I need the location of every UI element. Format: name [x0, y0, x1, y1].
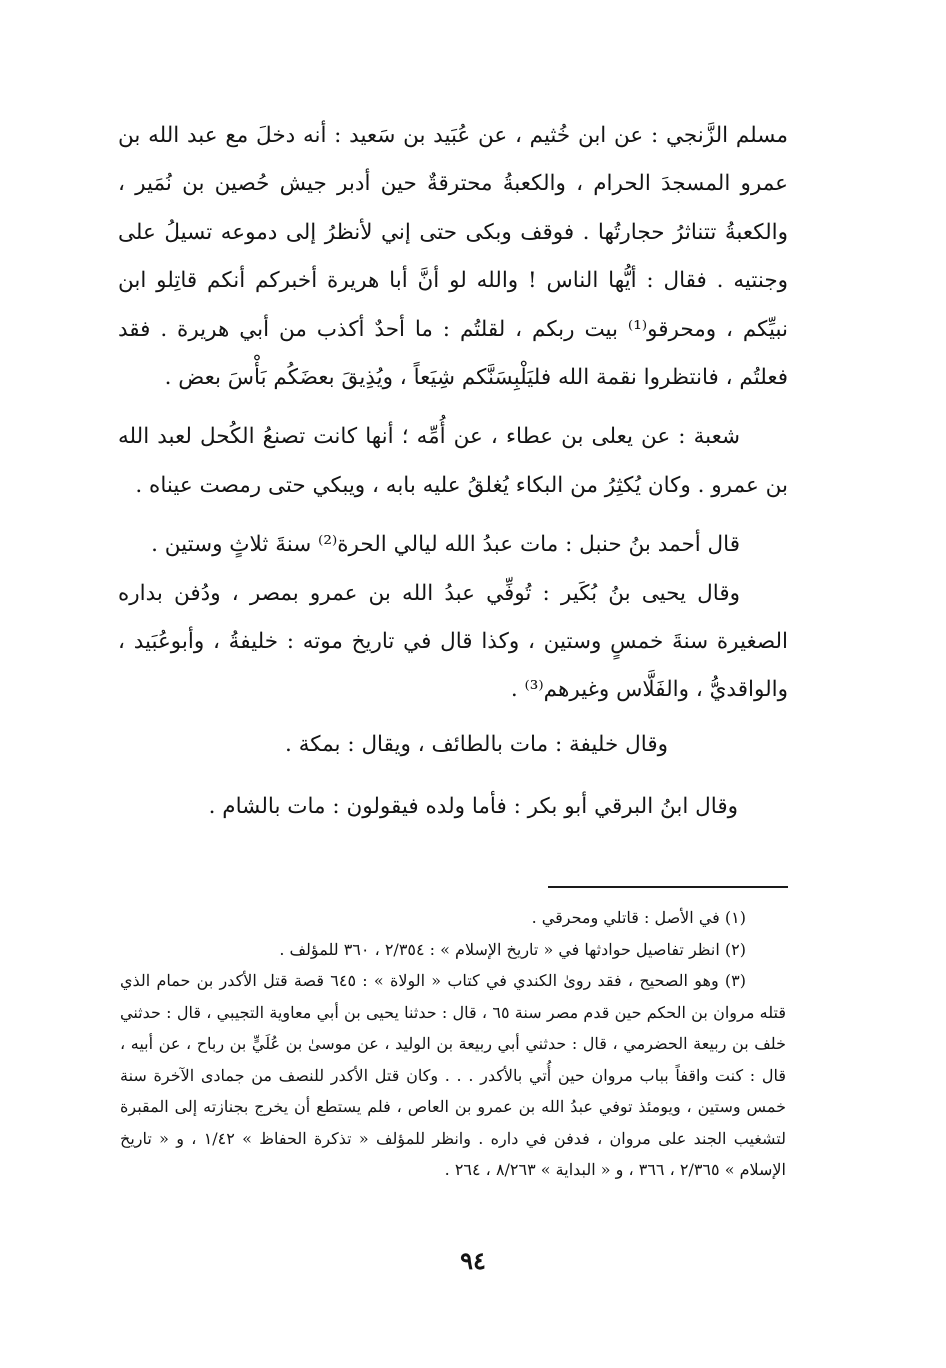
- footnote-1: (١) في الأصل : قاتلي ومحرقي .: [531, 908, 746, 927]
- paragraph-muslim-zanji: مسلم الزَّنجي : عن ابن خُثيم ، عن عُبَيد بن سَعيد : أنه دخلَ مع عبد الله بن عمرو المسجدَ الحرام ، والكعبةُ محترقةٌ حين أدبر جيش حُصين بن نُمَير ، والكعبةُ تتناثرُ حجارتُها . فوقف وبكى حتى إني لأنظرُ إلى دموعه تسيلُ على وجنتيه . فقال : أيُّها الناس ! والله لو أنَّ أبا هريرة أخبركم أنكم قاتِلو ابن نبيِّكم ، ومحرقو⁽¹⁾ بيت ربكم ، لقلتُم : ما أحدٌ أكذب من أبي هريرة . فقد فعلتُم ، فانتظروا نقمة الله فليَلْبِسَنَّكم شِيَعاً ، ويُذِيقَ بعضَكُم بَأْسَ بعض .: [118, 123, 788, 391]
- footnote-divider: [548, 886, 788, 888]
- paragraph-yahya-ibn-bukayr: وقال يحيى بنُ بُكَير : تُوفِّي عبدُ الله بن عمرو بمصر ، ودُفن بداره الصغيرة سنةَ خمسٍ وستين ، وكذا قال في تاريخ موته : خليفةُ ، وأبوعُبَيد ، والواقديُّ ، والفَلَّاس وغيرهم⁽³⁾ .: [118, 580, 788, 703]
- footnotes: [120, 902, 786, 1186]
- main-text: [118, 112, 788, 832]
- footnote-2: (٢) انظر تفاصيل حوادثها في « تاريخ الإسلام » : ٢/٣٥٤ ، ٣٦٠ للمؤلف .: [279, 939, 746, 959]
- footnote-3: (٣) وهو الصحيح ، فقد روىٰ الكندي في كتاب « الولاة » : ٦٤٥ قصة قتل الأكدر بن حمام الذي قتله مروان بن الحكم حين قدم مصر سنة ٦٥ ، قال : حدثنا يحيى بن أبي معاوية التجيبي ، قال : حدثني خلف بن ربيعة الحضرمي ، قال : حدثني أبي ربيعة بن الوليد ، عن موسىٰ بن عُلَيٍّ بن رباح ، عن أبيه ، قال : كنت واقفاً بباب مروان حين أُتي بالأكدر . . . وكان قتل الأكدر للنصف من جمادى الآخرة سنة خمس وستين ، ويومئذ توفي عبدُ الله بن عمرو بن العاص ، فلم يستطع أن يخرج بجنازته إلى المقبرة لتشغيب الجند على مروان ، فدفن في داره . وانظر للمؤلف « تذكرة الحفاظ » ١/٤٢ ، و « تاريخ الإسلام » ٢/٣٦٥ ، ٣٦٦ ، و « البداية » ٨/٢٦٣ ، ٢٦٤ .: [120, 971, 787, 1179]
- page-number: ٩٤: [460, 1246, 486, 1275]
- paragraph-ahmad-ibn-hanbal: قال أحمد بنُ حنبل : مات عبدُ الله ليالي الحرة⁽²⁾ سنةَ ثلاثٍ وستين .: [151, 532, 740, 558]
- paragraph-shuba: شعبة : عن يعلى بن عطاء ، عن أُمِّه ؛ أنها كانت تصنعُ الكُحل لعبد الله بن عمرو . وكان يُكثِرُ من البكاء يُغلقُ عليه بابه ، ويبكي حتى رمصت عيناه .: [118, 424, 788, 498]
- paragraph-ibn-albarqi: وقال ابنُ البرقي أبو بكر : فأما ولده فيقولون : مات بالشام .: [208, 794, 738, 820]
- paragraph-khalifa: وقال خليفة : مات بالطائف ، ويقال : بمكة .: [285, 731, 668, 757]
